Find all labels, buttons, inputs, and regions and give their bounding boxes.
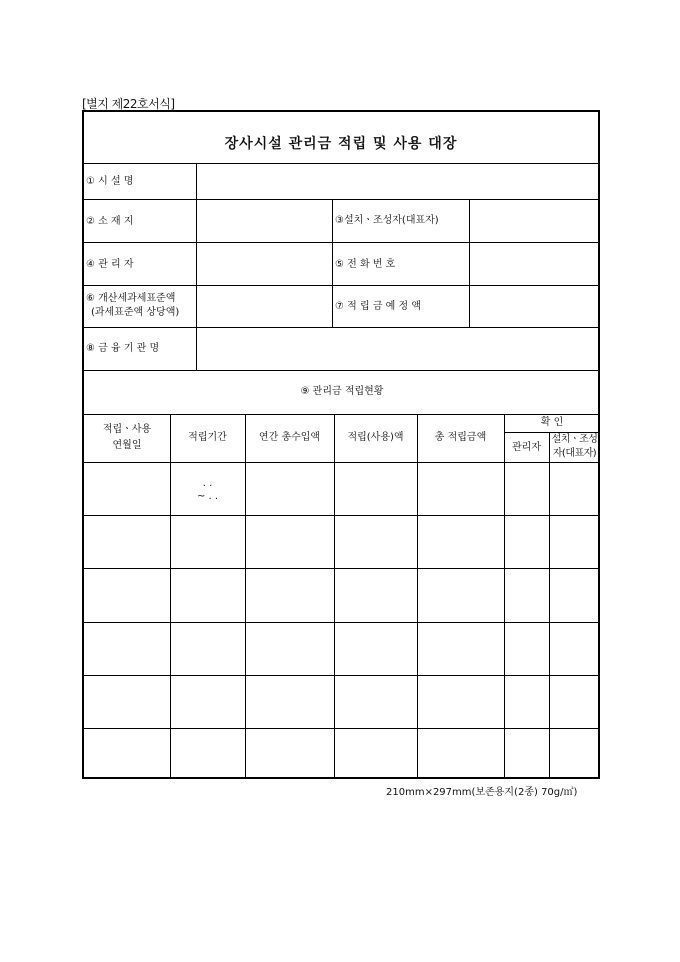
col-installer-header: 설치ㆍ조성 [551,434,598,445]
facility-name-label: ① 시 설 명 [86,176,134,187]
tax-base-sub-label: (과세표준액 상당액) [91,307,180,318]
period-start: . . [202,478,213,489]
location-label: ② 소 재 지 [86,216,134,227]
col-confirm-header: 확 인 [540,417,564,428]
status-section-title: ⑨ 관리금 적립현황 [300,386,384,397]
divider [84,515,600,516]
form-number-label: [별지 제22호서식] [82,97,175,111]
divider [84,568,600,569]
divider [84,327,600,328]
divider [84,414,600,415]
divider [84,675,600,676]
paper-spec-footer: 210mm×297mm(보존용지(2종) 70g/㎡) [386,787,578,798]
divider [84,622,600,623]
col-date-header: 적립ㆍ사용 [102,424,152,435]
col-installer-header-sub: 자(대표자) [552,448,597,459]
divider [84,199,600,200]
divider [84,462,600,463]
col-income-header: 연간 총수입액 [258,432,321,443]
tax-base-label: ⑥ 개산세과세표준액 [86,293,176,304]
planned-amount-label: ⑦ 적 립 금 예 정 액 [335,301,421,312]
divider [84,285,600,286]
col-manager-header: 관리자 [512,442,541,453]
divider [196,163,197,370]
divider [84,370,600,371]
bank-name-label: ⑧ 금 융 기 관 명 [86,343,160,354]
col-date-header-sub: 연월일 [112,440,142,451]
form-title: 장사시설 관리금 적립 및 사용 대장 [224,136,458,152]
divider [469,199,470,327]
divider [334,414,335,779]
divider [84,163,600,164]
period-end: ~ . . [196,491,219,502]
manager-label: ④ 관 리 자 [86,259,134,270]
divider [84,242,600,243]
divider [417,414,418,779]
divider [549,432,550,779]
installer-label: ③설치ㆍ조성자(대표자) [335,215,439,226]
divider [84,728,600,729]
phone-label: ⑤ 전 화 번 호 [335,259,396,270]
divider [245,414,246,779]
col-total-header: 총 적립금액 [434,432,487,443]
divider [170,414,171,779]
ledger-form [82,110,600,779]
divider [504,432,600,433]
divider [332,199,333,327]
divider [504,414,505,779]
col-amount-header: 적립(사용)액 [347,432,404,443]
col-period-header: 적립기간 [188,432,227,443]
